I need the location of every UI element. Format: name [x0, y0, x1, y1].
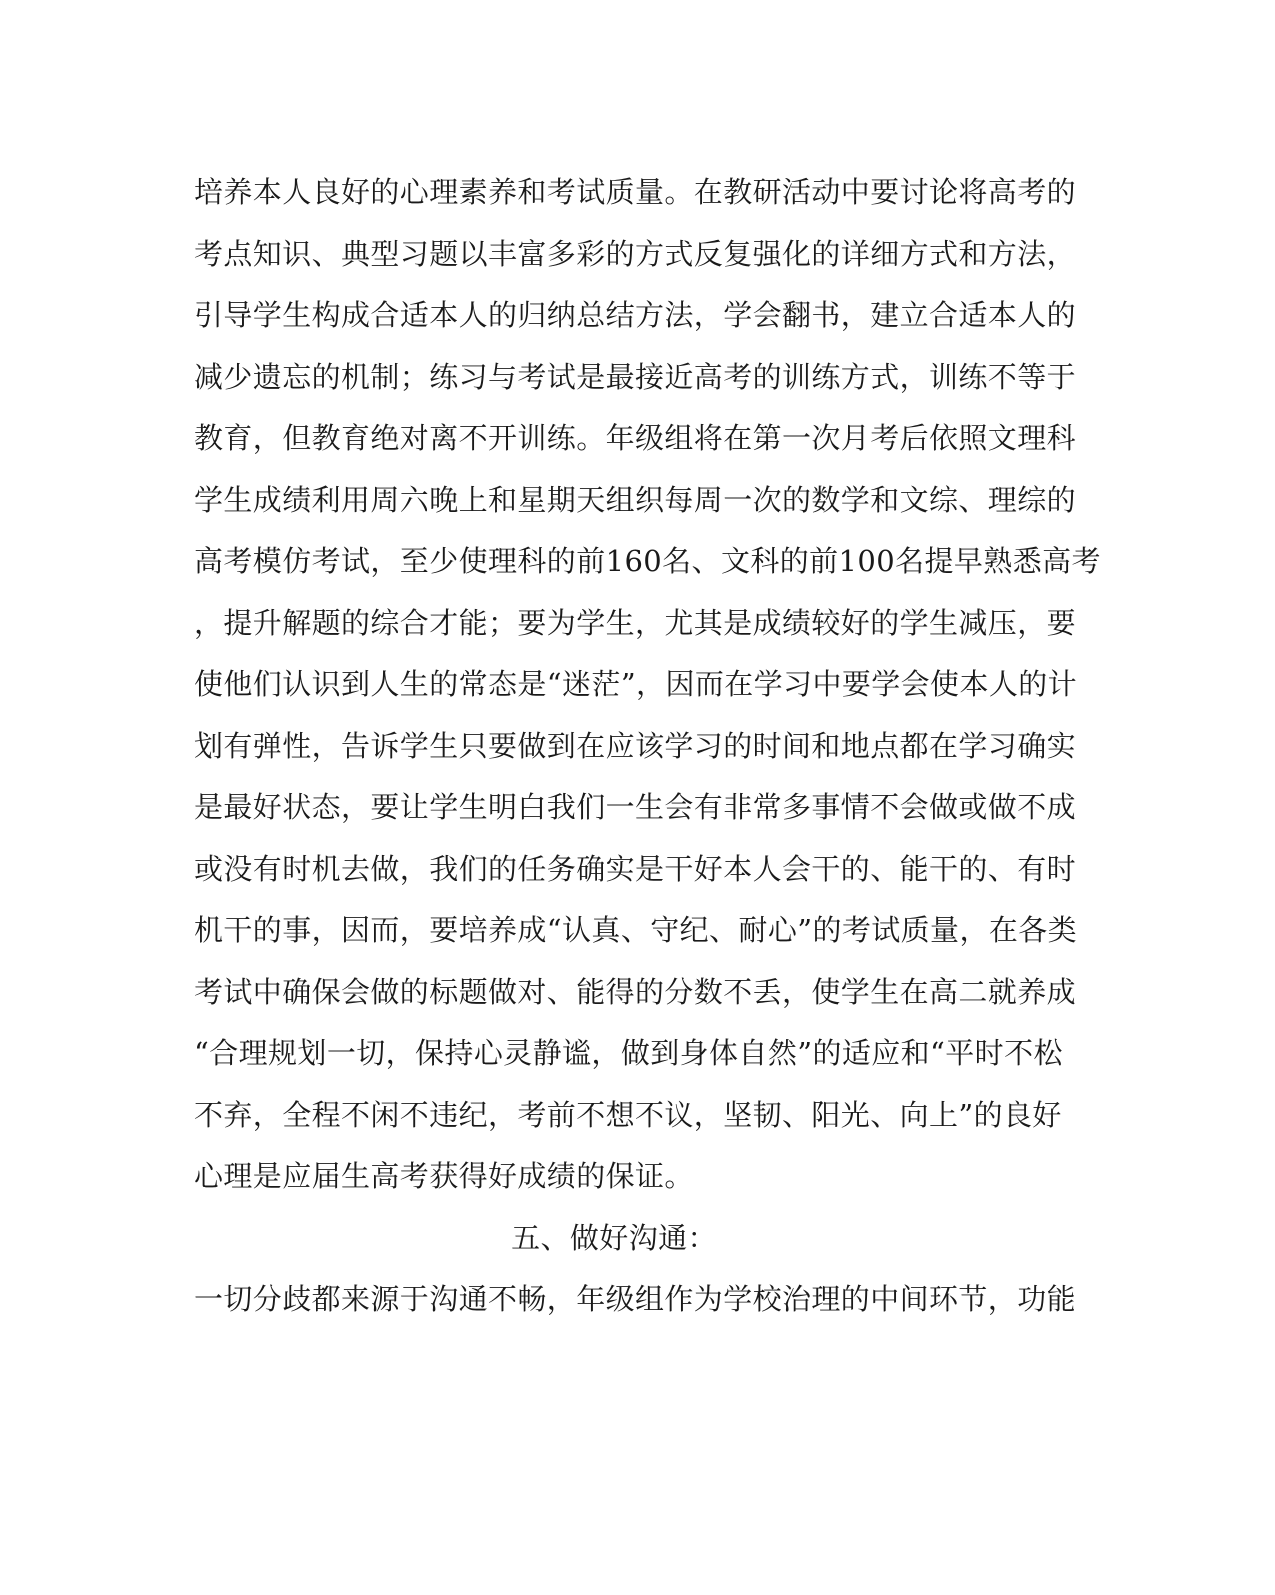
paragraph-line: 培养本人良好的心理素养和考试质量。在教研活动中要讨论将高考的 [194, 175, 1077, 209]
paragraph-line: 不弃，全程不闲不违纪，考前不想不议，坚韧、阳光、向上”的良好 [194, 1097, 1062, 1132]
paragraph-line: 机干的事，因而，要培养成“认真、守纪、耐心”的考试质量，在各类 [194, 913, 1078, 947]
paragraph-line: 使他们认识到人生的常态是“迷茫”，因而在学习中要学会使本人的计 [194, 667, 1078, 701]
paragraph-line: 一切分歧都来源于沟通不畅，年级组作为学校治理的中间环节，功能 [194, 1282, 1077, 1316]
paragraph-line: 是最好状态，要让学生明白我们一生会有非常多事情不会做或做不成 [194, 790, 1077, 824]
paragraph-line: 考点知识、典型习题以丰富多彩的方式反复强化的详细方式和方法， [194, 236, 1077, 271]
document-body [194, 162, 1101, 1331]
paragraph-line: 心理是应届生高考获得好成绩的保证。 [194, 1159, 694, 1193]
paragraph-line: 学生成绩利用周六晚上和星期天组织每周一次的数学和文综、理综的 [194, 482, 1077, 517]
paragraph-line: 引导学生构成合适本人的归纳总结方法，学会翻书，建立合适本人的 [194, 298, 1077, 332]
paragraph-line: ，提升解题的综合才能；要为学生，尤其是成绩较好的学生减压，要 [194, 605, 1077, 640]
paragraph-line: “合理规划一切，保持心灵静谧，做到身体自然”的适应和“平时不松 [194, 1036, 1063, 1070]
paragraph-line: 考试中确保会做的标题做对、能得的分数不丢，使学生在高二就养成 [194, 974, 1077, 1009]
paragraph-line: 划有弹性，告诉学生只要做到在应该学习的时间和地点都在学习确实 [194, 728, 1077, 763]
paragraph-line: 高考模仿考试，至少使理科的前160名、文科的前100名提早熟悉高考 [194, 544, 1101, 578]
paragraph-line: 或没有时机去做，我们的任务确实是干好本人会干的、能干的、有时 [194, 851, 1077, 886]
section-heading: 五、做好沟通： [511, 1220, 717, 1255]
paragraph-line: 教育，但教育绝对离不开训练。年级组将在第一次月考后依照文理科 [194, 421, 1077, 455]
paragraph-line: 减少遗忘的机制；练习与考试是最接近高考的训练方式，训练不等于 [194, 359, 1077, 394]
